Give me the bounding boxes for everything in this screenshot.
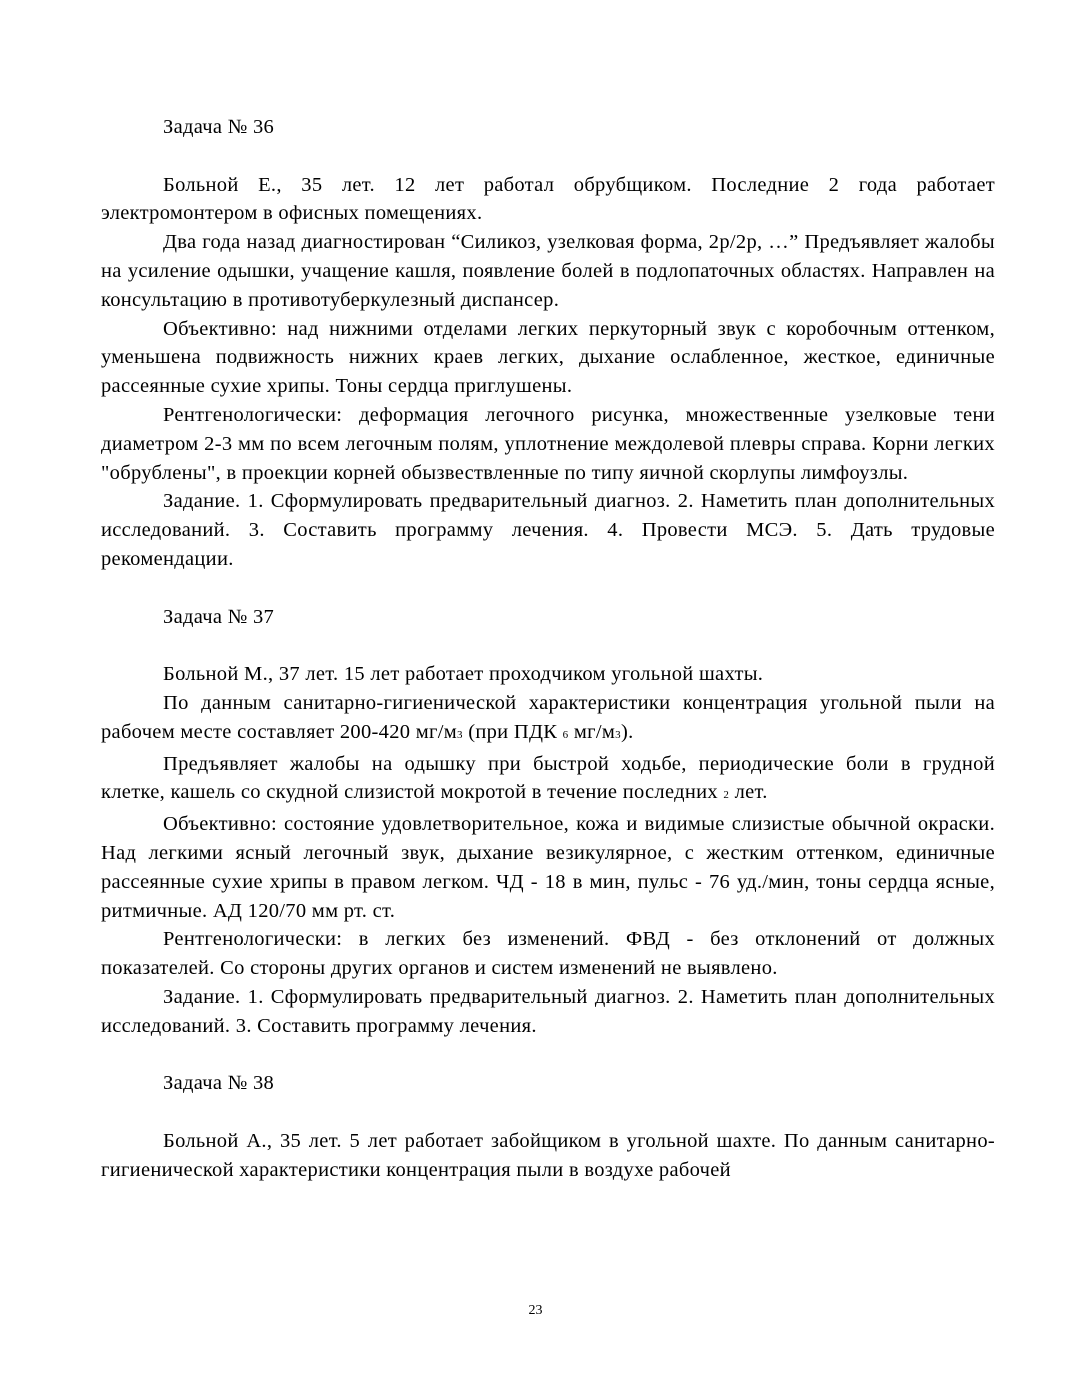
paragraph: Рентгенологически: в легких без изменений. ФВД - без отклонений от должных показателей. Со стороны других органов и систем изменений не выявлено. bbox=[101, 928, 995, 980]
paragraph: Задание. 1. Сформулировать предварительный диагноз. 2. Наметить план дополнительных исследований. 3. Составить программу лечения. 4. Провести МСЭ. 5. Дать трудовые рекомендации. bbox=[101, 490, 995, 570]
paragraph: Больной Е., 35 лет. 12 лет работал обрубщиком. Последние 2 года работает электромонтером в офисных помещениях. bbox=[101, 173, 995, 225]
text-run: (при ПДК bbox=[462, 720, 563, 743]
text-run: ). bbox=[620, 720, 634, 743]
paragraph: Рентгенологически: деформация легочного рисунка, множественные узелковые тени диаметром 2-3 мм по всем легочным полям, уплотнение междолевой плевры справа. Корни легких "обрублены", в проекции корней обызвествленные по типу яичной скорлупы лимфоузлы. bbox=[101, 403, 995, 484]
superscript: 3 bbox=[457, 728, 463, 741]
paragraph: Объективно: состояние удовлетворительное, кожа и видимые слизистые обычной окраски. Над легкими ясный легочный звук, дыхание везикулярное, с жестким оттенком, единичные рассеянные сухие хрипы в правом легком. ЧД - 18 в мин, пульс - 76 уд./мин, тоны сердца ясные, ритмичные. АД 120/70 мм рт. ст. bbox=[101, 813, 995, 922]
paragraph-complaints bbox=[101, 750, 995, 811]
task-38 bbox=[101, 1069, 995, 1184]
task-title: Задача № 37 bbox=[163, 605, 275, 628]
page-number: 23 bbox=[528, 1303, 543, 1318]
paragraph: Объективно: над нижними отделами легких перкуторный звук с коробочным оттенком, уменьшена подвижность нижних краев легких, дыхание ослабленное, жесткое, единичные рассеянные сухие хрипы. Тоны сердца приглушены. bbox=[101, 317, 995, 398]
text-run: Предъявляет жалобы на одышку при быстрой ходьбе, периодические боли в грудной клетке, кашель со скудной слизистой мокротой в течение последних bbox=[101, 752, 995, 804]
small-number: 2 bbox=[723, 789, 730, 802]
small-number: 6 bbox=[562, 728, 569, 741]
task-title: Задача № 38 bbox=[163, 1072, 275, 1095]
task-title: Задача № 36 bbox=[163, 116, 275, 138]
paragraph: Больной М., 37 лет. 15 лет работает проходчиком угольной шахты. bbox=[163, 663, 764, 686]
paragraph-dust-concentration bbox=[101, 689, 995, 750]
task-37 bbox=[101, 603, 995, 1041]
page-content bbox=[101, 113, 995, 1184]
text-run: лет. bbox=[729, 781, 768, 804]
superscript: 3 bbox=[615, 728, 621, 741]
task-36 bbox=[101, 113, 995, 574]
text-run: мг/м bbox=[568, 720, 616, 743]
paragraph: Два года назад диагностирован “Силикоз, узелковая форма, 2р/2р, …” Предъявляет жалобы на усиление одышки, учащение кашля, появление болей в подлопаточных областях. Направлен на консультацию в противотуберкулезный диспансер. bbox=[101, 231, 995, 311]
paragraph: Больной А., 35 лет. 5 лет работает забойщиком в угольной шахте. По данным санитарно-гигиенической характеристики концентрация пыли в воздухе рабочей bbox=[101, 1129, 995, 1181]
paragraph: Задание. 1. Сформулировать предварительный диагноз. 2. Наметить план дополнительных исследований. 3. Составить программу лечения. bbox=[101, 985, 995, 1037]
text-run: По данным санитарно-гигиенической характеристики концентрация угольной пыли на рабочем месте составляет 200-420 мг/м bbox=[101, 691, 995, 743]
